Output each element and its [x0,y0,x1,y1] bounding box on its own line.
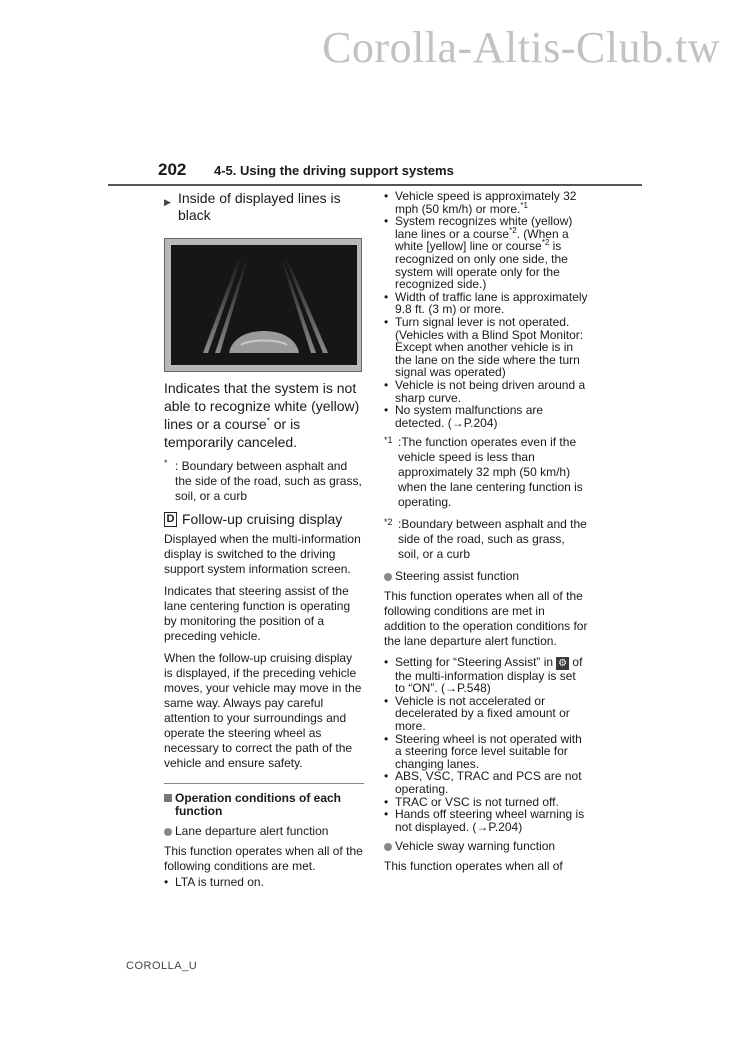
display-screen [171,245,357,365]
subsection-heading: Operation conditions of each function [164,792,364,818]
paragraph: This function operates when all of [384,859,563,874]
left-column [164,190,364,895]
list-item: • TRAC or VSC is not turned off. [384,796,588,809]
condition-list [384,656,588,833]
circle-bullet-icon [164,828,172,836]
right-lane-line [284,257,328,353]
circle-bullet-icon [384,843,392,851]
paragraph: This function operates when all of the following conditions are met in addition to the operation conditions for the lane departure alert function. [384,589,588,649]
indicates-text: Indicates that the system is not able to recognize white (yellow) lines or a course* or is temporarily canceled. [164,380,360,450]
list-item: • Steering wheel is not operated with a steering force level suitable for changing lanes. [384,733,588,771]
function-heading: Lane departure alert function [164,824,364,839]
d-badge: D [164,512,177,527]
list-item: • Hands off steering wheel warning is not displayed. (→P.204) [384,808,588,833]
display-illustration [164,238,362,372]
function-heading: Vehicle sway warning function [384,839,588,854]
paragraph: When the follow-up cruising display is displayed, if the preceding vehicle moves, your vehicle may move in the same way. Always pay careful attention to your surroundings and operate the steering wheel as necessary to correct the path of the vehicle and ensure safety. [164,651,362,770]
divider [164,783,364,784]
list-item: • Vehicle is not being driven around a sharp curve. [384,379,588,404]
condition-list [164,876,364,889]
list-item: • LTA is turned on. [164,876,364,889]
footnote-2: *2 :Boundary between asphalt and the side of the road, such as grass, soil, or a curb [384,517,587,562]
list-item: • Setting for “Steering Assist” in ⚙ of the multi-information display is set to “ON”. (→P.548) [384,656,588,695]
arrow-item [164,190,364,224]
list-item: • No system malfunctions are detected. (→P.204) [384,404,588,429]
vehicle-shape [229,331,299,353]
circle-bullet-icon [384,573,392,581]
paragraph: Indicates that steering assist of the lane centering function is operating by monitoring the position of a preceding vehicle. [164,584,351,643]
right-column [384,190,588,881]
list-item: • Width of traffic lane is approximately 9.8 ft. (3 m) or more. [384,291,588,316]
list-item: • Turn signal lever is not operated. (Vehicles with a Blind Spot Monitor: Except when another vehicle is in the lane on the side where the turn signal was operated) [384,316,588,379]
footnote: * : Boundary between asphalt and the side of the road, such as grass, soil, or a curb [164,458,362,503]
paragraph: Displayed when the multi-information display is switched to the driving support system information screen. [164,532,361,576]
list-item: • Vehicle is not accelerated or decelerated by a fixed amount or more. [384,695,588,733]
lane-lines-graphic [171,245,357,365]
paragraph: This function operates when all of the following conditions are met. [164,844,363,873]
footnote-1: *1 :The function operates even if the vehicle speed is less than approximately 32 mph (50 km/h) when the lane centering function is operating. [384,435,583,510]
page-number: 202 [158,160,187,179]
follow-up-title: Follow-up cruising display [182,511,343,527]
list-item: • ABS, VSC, TRAC and PCS are not operating. [384,770,588,795]
page-header [108,160,642,186]
arrow-item-text: Inside of displayed lines is black [178,190,341,223]
list-item: • Vehicle speed is approximately 32 mph (50 km/h) or more.$^{*1}$ [384,190,588,215]
function-heading: Steering assist function [384,569,588,584]
square-bullet-icon [164,794,172,802]
section-title: 4-5. Using the driving support systems [214,163,454,178]
gear-icon: ⚙ [556,657,569,670]
footer-model: COROLLA_U [126,960,198,972]
condition-list [384,190,588,429]
follow-up-heading [164,512,364,527]
watermark: Corolla-Altis-Club.tw [322,23,720,72]
triangle-right-icon: ▶ [164,197,171,207]
list-item: • System recognizes white (yellow) lane lines or a course$^{*2}$. (When a white [yellow] line or course$^{*2}$ is recognized on only one side, the system will operate only for the recognized side.) [384,215,588,291]
